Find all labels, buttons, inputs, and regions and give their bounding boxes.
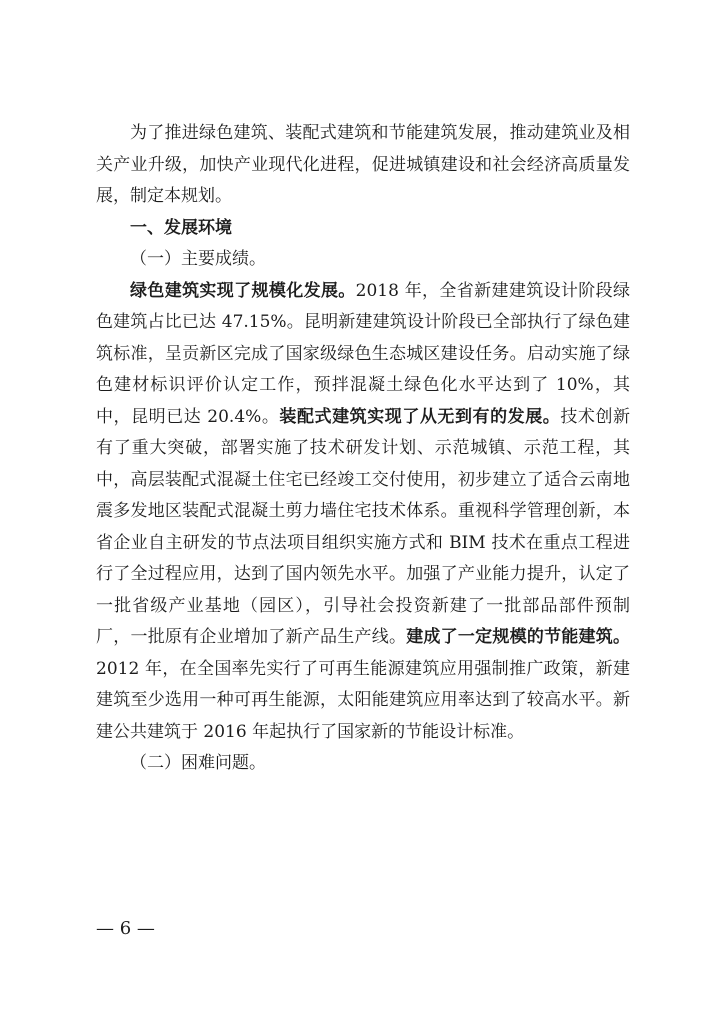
- energy-building-text: 2012 年，在全国率先实行了可再生能源建筑应用强制推广政策，新建建筑至少选用一种可再生能源，太阳能建筑应用率达到了较高水平。新建公共建筑于 2016 年起执行了国家新的节能设计标准。: [96, 658, 630, 742]
- subsection-heading-difficulties: （二）困难问题。: [130, 753, 266, 773]
- document-body: [96, 118, 630, 780]
- green-building-text: 2018 年，全省新建建筑设计阶段绿色建筑占比已达 47.15%。昆明新建建筑设计阶段已全部执行了绿色建筑标准，呈贡新区完成了国家级绿色生态城区建设任务。启动实施了绿色建材标识评价认定工作，预拌混凝土绿色化水平达到了 10%，其中，昆明已达 20.4%。: [96, 280, 631, 427]
- intro-paragraph: 为了推进绿色建筑、装配式建筑和节能建筑发展，推动建筑业及相关产业升级，加快产业现代化进程，促进城镇建设和社会经济高质量发展，制定本规划。: [96, 123, 630, 206]
- green-building-title: 绿色建筑实现了规模化发展。: [130, 280, 356, 301]
- page-number: — 6 —: [96, 918, 155, 939]
- prefab-building-text: 技术创新有了重大突破，部署实施了技术研发计划、示范城镇、示范工程，其中，高层装配式混凝土住宅已经竣工交付使用，初步建立了适合云南地震多发地区装配式混凝土剪力墙住宅技术体系。重视科学管理创新，本省企业自主研发的节点法项目组织实施方式和 BIM 技术在重点工程进行了全过程应用，达到了国内领先水平。加强了产业能力提升，认定了一批省级产业基地（园区），引导社会投资新建了一批部品部件预制厂，一批原有企业增加了新产品生产线。: [96, 406, 630, 647]
- section-heading-development-environment: 一、发展环境: [130, 217, 232, 238]
- energy-building-title: 建成了一定规模的节能建筑。: [406, 627, 631, 647]
- subsection-heading-main-achievements: （一）主要成绩。: [130, 249, 266, 269]
- prefab-building-title: 装配式建筑实现了从无到有的发展。: [279, 406, 561, 427]
- achievements-paragraph: [96, 276, 630, 749]
